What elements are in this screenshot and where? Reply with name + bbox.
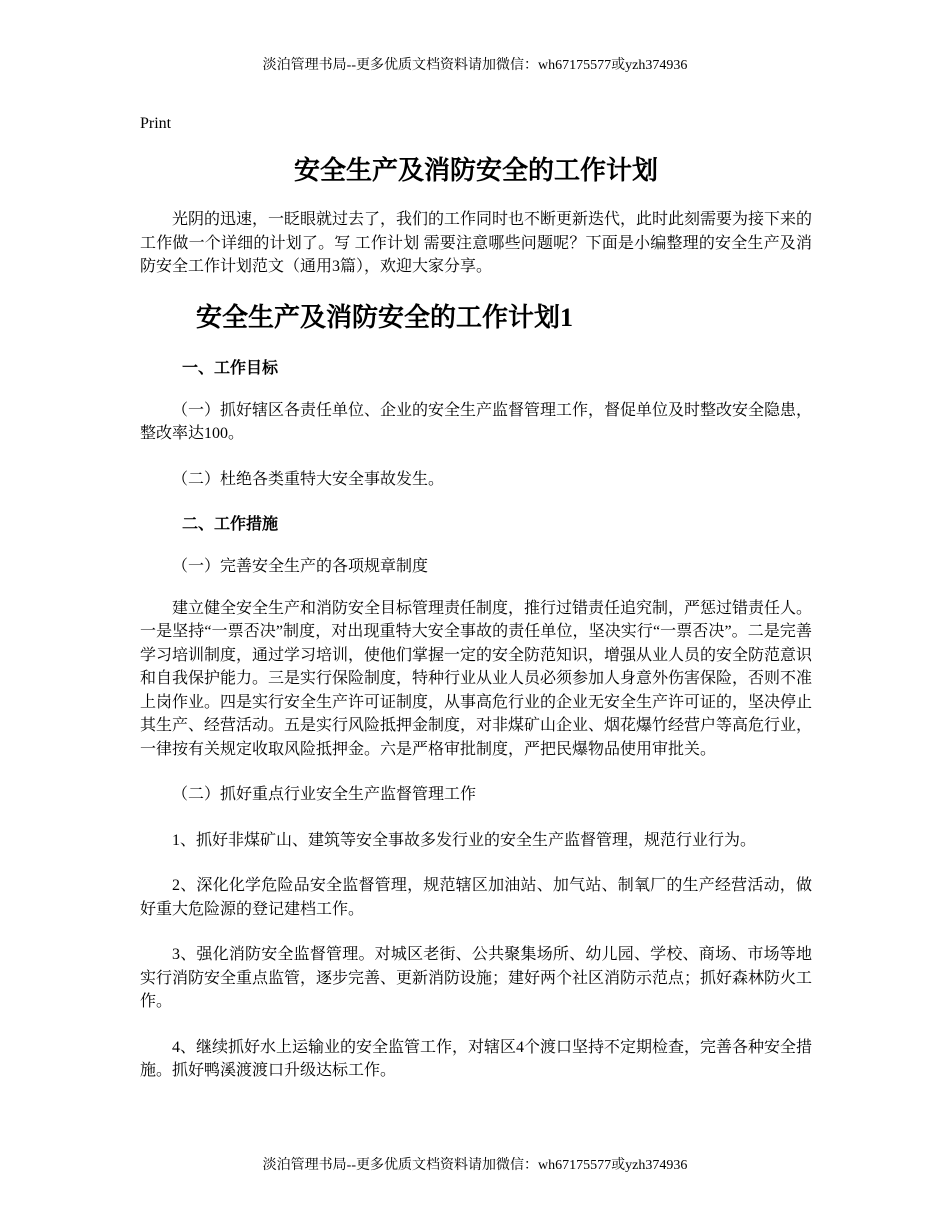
measure-1-title: （一）完善安全生产的各项规章制度 — [172, 558, 429, 575]
goal-2-paragraph: （二）杜绝各类重特大安全事故发生。 — [172, 470, 445, 488]
section-1-title: 安全生产及消防安全的工作计划1 — [196, 302, 574, 332]
page-footer: 淡泊管理书局--更多优质文档资料请加微信：wh67175577或yzh374936 — [262, 1158, 688, 1173]
measure-item-2: 2、深化化学危险品安全监督管理，规范辖区加油站、加气站、制氧厂的生产经营活动，做好重大危险源的登记建档工作。 — [140, 877, 812, 918]
measure-item-3: 3、强化消防安全监督管理。对城区老街、公共聚集场所、幼儿园、学校、商场、市场等地实行消防安全重点监管，逐步完善、更新消防设施；建好两个社区消防示范点；抓好森林防火工作。 — [140, 946, 813, 1010]
document-body — [140, 114, 812, 1105]
measure-1-body: 建立健全安全生产和消防安全目标管理责任制度，推行过错责任追究制，严惩过错责任人。一是坚持“一票否决”制度，对出现重特大安全事故的责任单位，坚决实行“一票否决”。二是完善学习培训制度，通过学习培训，使他们掌握一定的安全防范知识，增强从业人员的安全防范意识和自我保护能力。三是实行保险制度，特种行业从业人员必须参加人身意外伤害保险，否则不准上岗作业。四是实行安全生产许可证制度，从事高危行业的企业无安全生产许可证的，坚决停止其生产、经营活动。五是实行风险抵押金制度，对非煤矿山企业、烟花爆竹经营户等高危行业，一律按有关规定收取风险抵押金。六是严格审批制度，严把民爆物品使用审批关。 — [140, 599, 813, 758]
measure-2-title: （二）抓好重点行业安全生产监督管理工作 — [172, 786, 477, 803]
measure-item-1: 1、抓好非煤矿山、建筑等安全事故多发行业的安全生产监督管理，规范行业行为。 — [172, 831, 757, 849]
measure-item-4: 4、继续抓好水上运输业的安全监管工作，对辖区4个渡口坚持不定期检查，完善各种安全措施。抓好鸭溪渡渡口升级达标工作。 — [140, 1038, 813, 1079]
document-title: 安全生产及消防安全的工作计划 — [293, 156, 658, 185]
intro-paragraph: 光阴的迅速，一眨眼就过去了，我们的工作同时也不断更新迭代，此时此刻需要为接下来的工作做一个详细的计划了。写 工作计划 需要注意哪些问题呢？下面是小编整理的安全生产及消防安全工作计划范文（通用3篇），欢迎大家分享。 — [140, 211, 813, 275]
goal-1-paragraph: （一）抓好辖区各责任单位、企业的安全生产监督管理工作，督促单位及时整改安全隐患，整改率达100。 — [140, 401, 813, 442]
print-label: Print — [140, 115, 172, 132]
goal-heading: 一、工作目标 — [182, 359, 279, 377]
measures-heading: 二、工作措施 — [182, 516, 279, 533]
page-header: 淡泊管理书局--更多优质文档资料请加微信：wh67175577或yzh374936 — [262, 58, 688, 73]
